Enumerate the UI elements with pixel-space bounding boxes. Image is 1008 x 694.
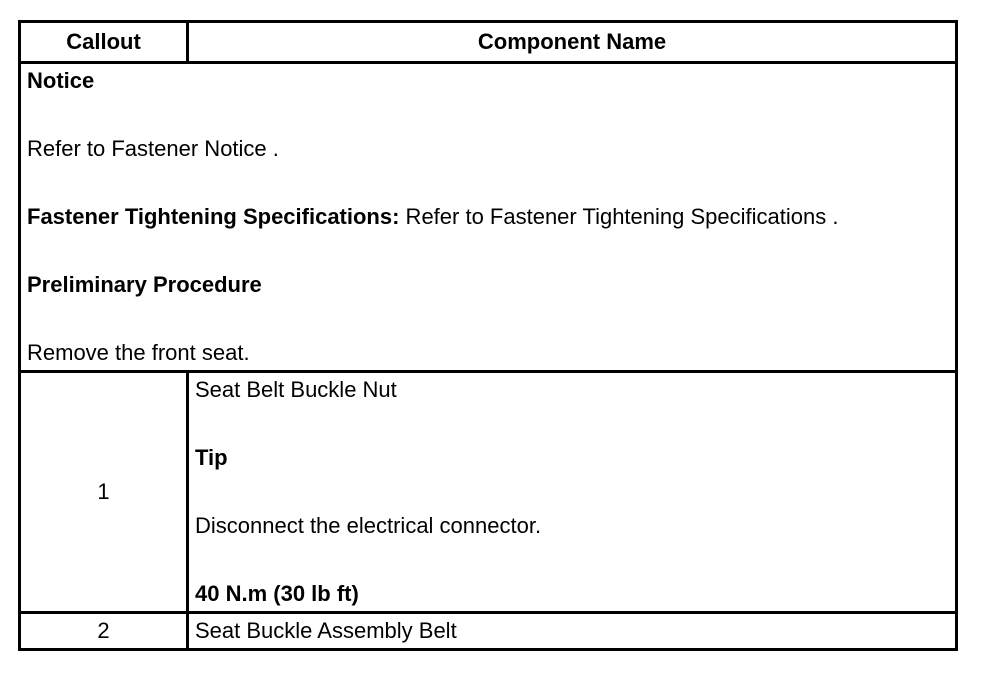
- component-name: Seat Buckle Assembly Belt: [188, 613, 957, 650]
- notice-cell: [20, 63, 957, 372]
- notice-text: Refer to Fastener Notice .: [27, 136, 279, 161]
- component-name: Seat Belt Buckle Nut: [195, 377, 397, 402]
- callout-number: 2: [20, 613, 188, 650]
- fastener-spec-label: Fastener Tightening Specifications:: [27, 204, 400, 229]
- component-cell: [188, 372, 957, 613]
- callout-header: Callout: [20, 22, 188, 63]
- component-name-header: Component Name: [188, 22, 957, 63]
- tip-text: Disconnect the electrical connector.: [195, 513, 542, 538]
- component-table: [18, 20, 958, 651]
- tip-title: Tip: [195, 445, 228, 470]
- procedure-text: Remove the front seat.: [27, 340, 250, 365]
- procedure-title: Preliminary Procedure: [27, 272, 262, 297]
- fastener-spec-text: Refer to Fastener Tightening Specifications .: [399, 204, 839, 229]
- header-row: [20, 22, 957, 63]
- callout-number: 1: [20, 372, 188, 613]
- fastener-spec-line: [27, 200, 949, 234]
- notice-row: [20, 63, 957, 372]
- torque-spec: 40 N.m (30 lb ft): [195, 581, 359, 606]
- notice-title: Notice: [27, 68, 95, 93]
- table-row: [20, 613, 957, 650]
- table-row: [20, 372, 957, 613]
